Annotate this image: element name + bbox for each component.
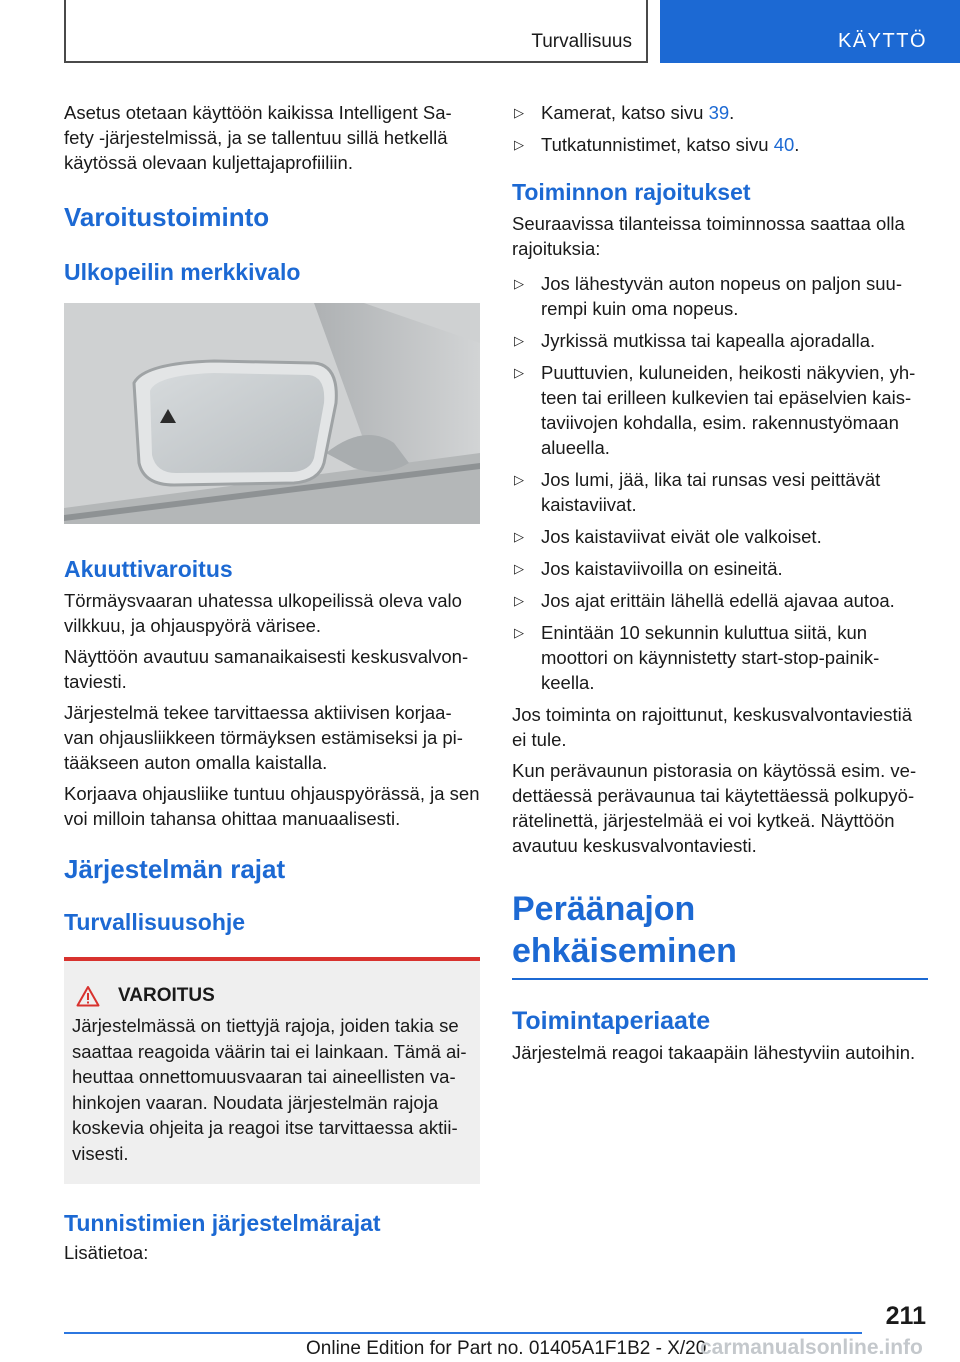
reference-text: Tutkatunnistimet, katso sivu <box>541 134 774 155</box>
heading-safety-note: Turvallisuusohje <box>64 909 246 935</box>
triangle-bullet-icon: ▷ <box>514 333 524 348</box>
list-item <box>512 467 928 517</box>
heading-system-limits: Järjestelmän rajat <box>64 854 286 884</box>
list-item-text: Enintään 10 sekunnin kuluttua siitä, kun moottori on käynnistetty start-stop-painik-keella. <box>541 622 880 693</box>
list-item-text: Jos kaistaviivat eivät ole valkoiset. <box>541 526 822 547</box>
list-item <box>512 360 928 460</box>
acute-paragraph-2: Näyttöön avautuu samanaikaisesti keskusvalvon-taviesti. <box>64 646 469 692</box>
warning-title: VAROITUS <box>118 985 215 1006</box>
list-item-text: Jos lumi, jää, lika tai runsas vesi peittävät kaistaviivat. <box>541 469 881 515</box>
header-section-tab <box>64 0 648 63</box>
list-item-text: Jos kaistaviivoilla on esineitä. <box>541 558 783 579</box>
triangle-bullet-icon: ▷ <box>514 137 524 152</box>
heading-sensor-limits: Tunnistimien järjestelmärajat <box>64 1210 381 1236</box>
list-item-text: Jos lähestyvän auton nopeus on paljon suu-rempi kuin oma nopeus. <box>541 273 903 319</box>
triangle-bullet-icon: ▷ <box>514 276 524 291</box>
warning-box <box>64 957 480 1184</box>
principle-text: Järjestelmä reagoi takaapäin lähestyviin autoihin. <box>512 1042 916 1063</box>
reference-list <box>512 100 928 157</box>
restrictions-intro: Seuraavissa tilanteissa toiminnossa saattaa olla rajoituksia: <box>512 213 905 259</box>
acute-paragraph-3: Järjestelmä tekee tarvittaessa aktiivisen korjaa-van ohjausliikkeen törmäyksen estämiseksi ja pi-tääkseen auton omalla kaistalla. <box>64 702 463 773</box>
restricted-paragraph-1: Jos toiminta on rajoittunut, keskusvalvontaviestiä ei tule. <box>512 704 913 750</box>
list-item <box>512 271 928 321</box>
heading-warning-function: Varoitustoiminto <box>64 202 270 232</box>
heading-function-restrictions: Toiminnon rajoitukset <box>512 179 751 205</box>
acute-paragraph-4: Korjaava ohjausliike tuntuu ohjauspyörässä, ja sen voi milloin tahansa ohittaa manuaalisesti. <box>64 783 480 829</box>
reference-item-radar <box>512 132 928 157</box>
warning-text: Järjestelmässä on tiettyjä rajoja, joiden takia se saattaa reagoida väärin tai ei lainkaan. Tämä ai-heuttaa onnettomuusvaaran tai aineellisten va-hinkojen vaaran. Noudata järjestelmän rajoja koskevia ohjeita ja reagoi itse tarvittaessa aktii-visesti. <box>72 1015 467 1164</box>
triangle-bullet-icon: ▷ <box>514 365 524 380</box>
triangle-bullet-icon: ▷ <box>514 625 524 640</box>
triangle-bullet-icon: ▷ <box>514 472 524 487</box>
acute-paragraph-1: Törmäysvaaran uhatessa ulkopeilissä oleva valo vilkkuu, ja ohjauspyörä värisee. <box>64 590 462 636</box>
triangle-bullet-icon: ▷ <box>514 593 524 608</box>
heading-operating-principle: Toimintaperiaate <box>512 1007 711 1035</box>
left-column <box>64 100 480 1271</box>
footer-watermark: carmanualsonline.info <box>700 1336 923 1359</box>
warning-triangle-icon <box>76 985 100 1007</box>
footer-divider <box>64 1332 862 1334</box>
heading-mirror-light: Ulkopeilin merkkivalo <box>64 259 301 285</box>
reference-item-cameras <box>512 100 928 125</box>
list-item <box>512 588 928 613</box>
triangle-bullet-icon: ▷ <box>514 529 524 544</box>
triangle-bullet-icon: ▷ <box>514 105 524 120</box>
list-item <box>512 524 928 549</box>
intro-paragraph: Asetus otetaan käyttöön kaikissa Intelligent Sa-fety -järjestelmissä, ja se tallentuu sillä hetkellä käytössä olevaan kuljettajaprofiiliin. <box>64 102 452 173</box>
page-number: 211 <box>885 1302 926 1330</box>
warning-header <box>72 985 470 1007</box>
header-chapter-title: KÄYTTÖ <box>837 30 927 52</box>
more-info-label: Lisätietoa: <box>64 1242 149 1263</box>
triangle-bullet-icon: ▷ <box>514 561 524 576</box>
reference-end: . <box>794 134 800 155</box>
mirror-illustration <box>64 303 480 524</box>
restrictions-list <box>512 271 928 695</box>
header-chapter-tab <box>660 0 960 63</box>
page-link-39[interactable]: 39 <box>708 102 730 123</box>
right-column <box>512 100 928 1071</box>
list-item-text: Puuttuvien, kuluneiden, heikosti näkyvien, yh-teen tai erilleen kulkevien tai epäselvien kais-taviivojen kohdalla, esim. rakennustyömaan alueella. <box>541 362 916 458</box>
reference-end: . <box>729 102 735 123</box>
list-item <box>512 620 928 695</box>
restricted-paragraph-2: Kun perävaunun pistorasia on käytössä esim. ve-dettäessä perävaunua tai käytettäessä polkupyö-rätelinettä, järjestelmää ei voi kytkeä. Näyttöön avautuu keskusvalvontaviesti. <box>512 760 917 856</box>
page-link-40[interactable]: 40 <box>773 134 795 155</box>
list-item <box>512 556 928 581</box>
list-item-text: Jyrkissä mutkissa tai kapealla ajoradalla. <box>541 330 876 351</box>
list-item <box>512 328 928 353</box>
heading-rear-collision-prevention: Peräänajon ehkäiseminen <box>512 888 928 980</box>
reference-text: Kamerat, katso sivu <box>541 102 709 123</box>
footer-edition: Online Edition for Part no. 01405A1F1B2 - X/20 <box>306 1338 707 1359</box>
mirror-image <box>64 303 480 524</box>
heading-acute-warning: Akuuttivaroitus <box>64 556 233 582</box>
header-section-title: Turvallisuus <box>531 31 632 52</box>
list-item-text: Jos ajat erittäin lähellä edellä ajavaa autoa. <box>541 590 895 611</box>
